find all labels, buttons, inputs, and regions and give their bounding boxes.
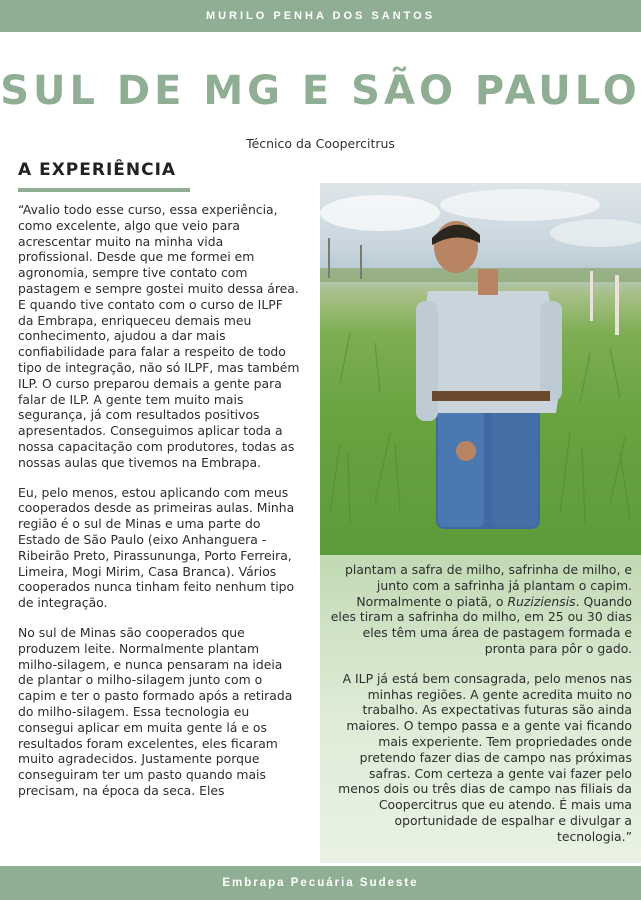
paragraph-5: A ILP já está bem consagrada, pelo menos nas minhas regiões. A gente acredita muito no trabalho. As expectativas futuras são ainda maiores. O tempo passa e a gente vai ficando mais experiente. Tem propriedades onde pretendo fazer dias de campo nas próximas safras. Com certeza a gente vai fazer pelo menos dois ou três dias de campo nas filiais da Coopercitrus que eu atendo. É mais uma oportunidade de espalhar e divulgar a tecnologia.” [338, 670, 632, 844]
page-title: SUL DE MG E SÃO PAULO [0, 68, 641, 114]
header-bar [0, 0, 641, 32]
subtitle: Técnico da Coopercitrus [246, 136, 395, 151]
left-column [18, 202, 300, 813]
section-heading: A EXPERIÊNCIA [18, 160, 177, 180]
paragraph-1: “Avalio todo esse curso, essa experiência, como excelente, algo que veio para acrescentar muito na minha vida profissional. Desde que me formei em agronomia, sempre tive contato com pastagem e sempre gostei muito dessa área. E quando tive contato com o curso de ILPF da Embrapa, enriqueceu demais meu conhecimento, ajudou a dar mais confiabilidade para falar a respeito de todo tipo de integração, não só ILPF, mas também ILP. O curso preparou demais a gente para falar de ILP. A gente tem muito mais segurança, já com resultados positivos apresentados. Conseguimos aplicar toda a nossa capacitação com produtores, todas as nossas aulas que tivemos na Embrapa. [18, 202, 300, 470]
author-name: MURILO PENHA DOS SANTOS [205, 10, 436, 22]
paragraph-3: No sul de Minas são cooperados que produzem leite. Normalmente plantam milho-silagem, e nunca pensaram na ideia de plantar o milho-silagem junto com o capim e ter o pasto formado após a retirada do milho-silagem. Essa tecnologia eu consegui aplicar em muita gente lá e os resultados foram excelentes, eles ficaram muito agradecidos. Justamente porque conseguiram ter um pasto quando mais precisam, na época da seca. Eles [18, 624, 293, 798]
species-name: Ruziziensis [507, 593, 576, 609]
paragraph-4: plantam a safra de milho, safrinha de milho, e junto com a safrinha já plantam o capim. Normalmente o piatã, o Ruziziensis. Quando eles tiram a safrinha do milho, em 25 ou 30 dias eles têm uma área de pastagem formada e pronta para pôr o gado. [330, 562, 632, 656]
paragraph-2: Eu, pelo menos, estou aplicando com meus cooperados desde as primeiras aulas. Minha região é o sul de Minas e uma parte do Estado de São Paulo (eixo Anhanguera - Ribeirão Preto, Pirassununga, Porto Ferreira, Limeira, Mogi Mirim, Casa Branca). Vários cooperados nunca tinham feito nenhum tipo de integração. [18, 484, 295, 611]
right-column [328, 562, 632, 859]
footer-org: Embrapa Pecuária Sudeste [222, 877, 419, 889]
heading-underline [18, 188, 190, 192]
person-figure [416, 221, 562, 529]
footer-bar [0, 866, 641, 900]
